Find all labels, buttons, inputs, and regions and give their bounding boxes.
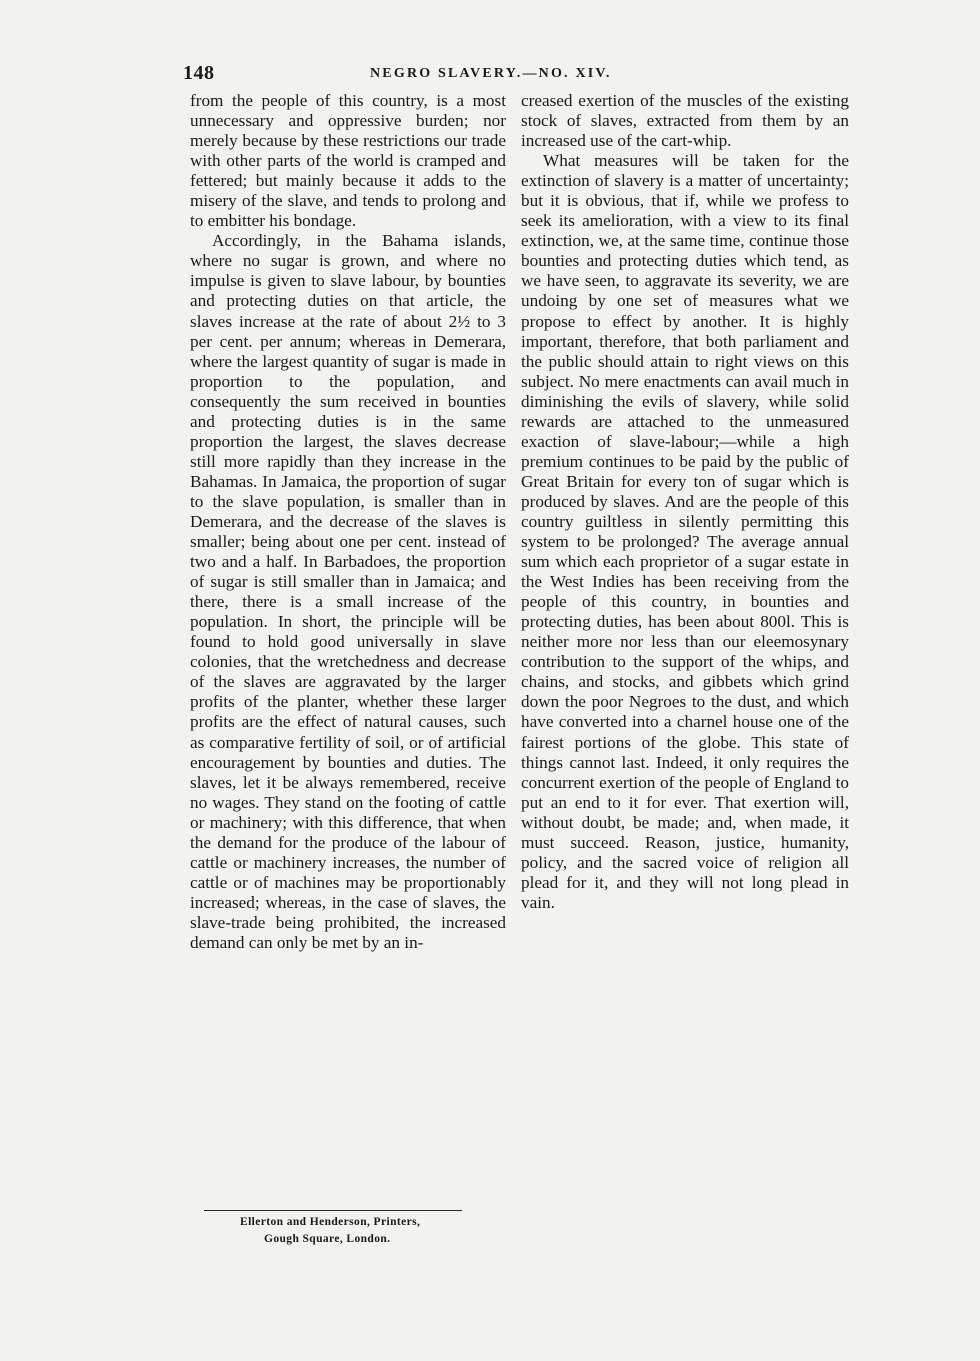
left-column [190, 91, 506, 953]
imprint-line-1: Ellerton and Henderson, Printers, [240, 1216, 421, 1228]
right-paragraph-1: creased exertion of the muscles of the existing stock of slaves, extracted from them by an increased use of the cart-whip. [521, 91, 849, 151]
left-paragraph-1: from the people of this country, is a most unnecessary and oppressive burden; nor merely because by these restrictions our trade with other parts of the world is cramped and fettered; but mainly because it adds to the misery of the slave, and tends to prolong and to embitter his bondage. [190, 91, 506, 231]
imprint-line-2: Gough Square, London. [264, 1233, 391, 1245]
left-paragraph-2: Accordingly, in the Bahama islands, where no sugar is grown, and where no impulse is given to slave labour, by bounties and protecting duties on that article, the slaves increase at the rate of about 2½ to 3 per cent. per annum; whereas in Demerara, where the largest quantity of sugar is made in proportion to the population, and consequently the sum received in bounties and protecting duties is in the same proportion the largest, the slaves decrease still more rapidly than they increase in the Bahamas. In Jamaica, the proportion of sugar to the slave population, is smaller than in Demerara, and the decrease of the slaves is smaller; being about one per cent. instead of two and a half. In Barbadoes, the proportion of sugar is still smaller than in Jamaica; and there, there is a small increase of the population. In short, the principle will be found to hold good universally in slave colonies, that the wretchedness and decrease of the slaves are aggravated by the larger profits of the planter, whether these larger profits are the effect of natural causes, such as comparative fertility of soil, or of artificial encouragement by bounties and duties. The slaves, let it be always remembered, receive no wages. They stand on the footing of cattle or machinery; with this difference, that when the demand for the produce of the labour of cattle or machinery increases, the number of cattle or of machines may be proportionably increased; whereas, in the case of slaves, the slave-trade being prohibited, the increased demand can only be met by an in- [190, 231, 506, 952]
footer-rule [204, 1210, 462, 1211]
right-column [521, 91, 849, 913]
printer-imprint [240, 1214, 420, 1248]
right-paragraph-2: What measures will be taken for the extinction of slavery is a matter of uncertainty; but it is obvious, that if, while we profess to seek its amelioration, with a view to its final extinction, we, at the same time, continue those bounties and protecting duties which tend, as we have seen, to aggravate its severity, we are undoing by one set of measures what we propose to effect by another. It is highly important, therefore, that both parliament and the public should attain to right views on this subject. No mere enactments can avail much in diminishing the evils of slavery, while solid rewards are attached to the unmeasured exaction of slave-labour;—while a high premium continues to be paid by the public of Great Britain for every ton of sugar which is produced by slaves. And are the people of this country guiltless in silently permitting this system to be prolonged? The average annual sum which each proprietor of a sugar estate in the West Indies has been receiving from the people of this country, in bounties and protecting duties, has been about 800l. This is neither more nor less than our eleemosynary contribution to the support of the whips, and chains, and stocks, and gibbets which grind down the poor Negroes to the dust, and which have converted into a charnel house one of the fairest portions of the globe. This state of things cannot last. Indeed, it only requires the concurrent exertion of the people of England to put an end to it for ever. That exertion will, without doubt, be made; and, when made, it must succeed. Reason, justice, humanity, policy, and the sacred voice of religion all plead for it, and they will not long plead in vain. [521, 151, 849, 912]
running-head: NEGRO SLAVERY.—NO. XIV. [370, 66, 612, 81]
page-number: 148 [183, 62, 215, 84]
